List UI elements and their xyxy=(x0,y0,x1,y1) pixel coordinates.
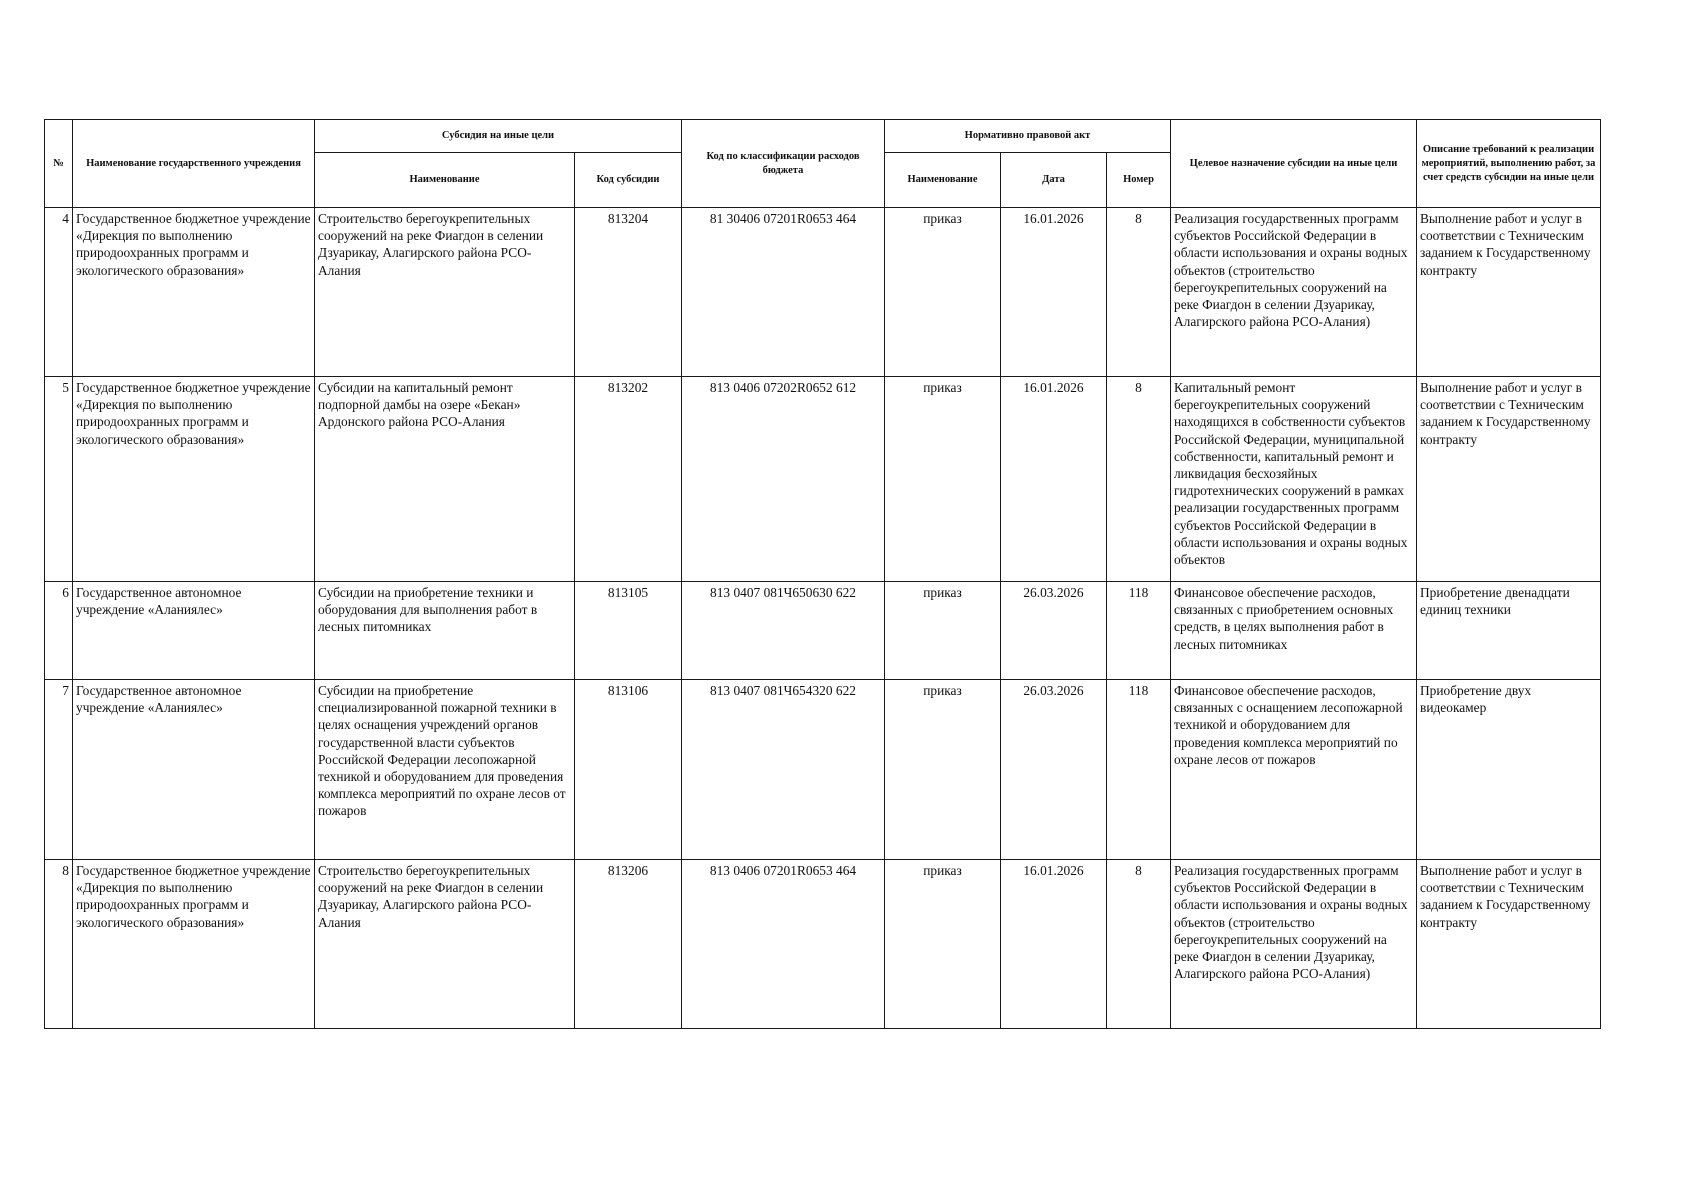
subsidy-name-cell: Строительство берегоукрепительных сооружений на реке Фиагдон в селении Дзуарикау, Алагирского района РСО-Алания xyxy=(315,208,575,377)
table-row xyxy=(45,582,1601,680)
header-institution: Наименование государственного учреждения xyxy=(73,120,315,208)
header-budget-code: Код по классификации расходов бюджета xyxy=(682,120,885,208)
table-row xyxy=(45,860,1601,1029)
row-number: 7 xyxy=(45,680,73,860)
act-date-cell: 16.01.2026 xyxy=(1001,377,1107,582)
row-number: 5 xyxy=(45,377,73,582)
header-act-name: Наименование xyxy=(885,153,1001,208)
subsidy-code-cell: 813202 xyxy=(575,377,682,582)
subsidy-code-cell: 813106 xyxy=(575,680,682,860)
header-act-number: Номер xyxy=(1107,153,1171,208)
header-requirements: Описание требований к реализации мероприятий, выполнению работ, за счет средств субсидии на иные цели xyxy=(1417,120,1601,208)
subsidy-table xyxy=(44,119,1601,1029)
subsidy-name-cell: Субсидии на приобретение техники и оборудования для выполнения работ в лесных питомниках xyxy=(315,582,575,680)
header-subsidy-group: Субсидия на иные цели xyxy=(315,120,682,153)
header-subsidy-code: Код субсидии xyxy=(575,153,682,208)
requirements-cell: Выполнение работ и услуг в соответствии с Техническим заданием к Государственному контракту xyxy=(1417,860,1601,1029)
institution-cell: Государственное бюджетное учреждение «Дирекция по выполнению природоохранных программ и экологического образования» xyxy=(73,208,315,377)
budget-code-cell: 813 0406 07202R0652 612 xyxy=(682,377,885,582)
budget-code-cell: 813 0407 081Ч650630 622 xyxy=(682,582,885,680)
requirements-cell: Приобретение двух видеокамер xyxy=(1417,680,1601,860)
act-number-cell: 118 xyxy=(1107,680,1171,860)
subsidy-name-cell: Субсидии на приобретение специализированной пожарной техники в целях оснащения учреждений органов государственной власти субъектов Российской Федерации лесопожарной техникой и оборудованием для проведения комплекса мероприятий по охране лесов от пожаров xyxy=(315,680,575,860)
act-name-cell: приказ xyxy=(885,860,1001,1029)
table-body xyxy=(45,208,1601,1029)
act-number-cell: 8 xyxy=(1107,377,1171,582)
act-name-cell: приказ xyxy=(885,680,1001,860)
institution-cell: Государственное автономное учреждение «Аланиялес» xyxy=(73,680,315,860)
requirements-cell: Выполнение работ и услуг в соответствии с Техническим заданием к Государственному контракту xyxy=(1417,208,1601,377)
act-date-cell: 16.01.2026 xyxy=(1001,208,1107,377)
act-date-cell: 16.01.2026 xyxy=(1001,860,1107,1029)
institution-cell: Государственное автономное учреждение «Аланиялес» xyxy=(73,582,315,680)
institution-cell: Государственное бюджетное учреждение «Дирекция по выполнению природоохранных программ и экологического образования» xyxy=(73,860,315,1029)
row-number: 8 xyxy=(45,860,73,1029)
act-name-cell: приказ xyxy=(885,208,1001,377)
budget-code-cell: 813 0407 081Ч654320 622 xyxy=(682,680,885,860)
subsidy-code-cell: 813204 xyxy=(575,208,682,377)
purpose-cell: Реализация государственных программ субъектов Российской Федерации в области использования и охраны водных объектов (строительство берегоукрепительных сооружений на реке Фиагдон в селении Дзуарикау, Алагирского района РСО-Алания) xyxy=(1171,860,1417,1029)
requirements-cell: Выполнение работ и услуг в соответствии с Техническим заданием к Государственному контракту xyxy=(1417,377,1601,582)
act-number-cell: 8 xyxy=(1107,860,1171,1029)
act-date-cell: 26.03.2026 xyxy=(1001,582,1107,680)
header-subsidy-name: Наименование xyxy=(315,153,575,208)
header-act-group: Нормативно правовой акт xyxy=(885,120,1171,153)
subsidy-name-cell: Строительство берегоукрепительных сооружений на реке Фиагдон в селении Дзуарикау, Алагирского района РСО-Алания xyxy=(315,860,575,1029)
header-act-date: Дата xyxy=(1001,153,1107,208)
row-number: 6 xyxy=(45,582,73,680)
table-row xyxy=(45,377,1601,582)
act-name-cell: приказ xyxy=(885,377,1001,582)
act-number-cell: 118 xyxy=(1107,582,1171,680)
table-row xyxy=(45,680,1601,860)
purpose-cell: Финансовое обеспечение расходов, связанных с оснащением лесопожарной техникой и оборудованием для проведения комплекса мероприятий по охране лесов от пожаров xyxy=(1171,680,1417,860)
requirements-cell: Приобретение двенадцати единиц техники xyxy=(1417,582,1601,680)
header-num: № xyxy=(45,120,73,208)
act-number-cell: 8 xyxy=(1107,208,1171,377)
act-name-cell: приказ xyxy=(885,582,1001,680)
budget-code-cell: 813 0406 07201R0653 464 xyxy=(682,860,885,1029)
act-date-cell: 26.03.2026 xyxy=(1001,680,1107,860)
purpose-cell: Реализация государственных программ субъектов Российской Федерации в области использования и охраны водных объектов (строительство берегоукрепительных сооружений на реке Фиагдон в селении Дзуарикау, Алагирского района РСО-Алания) xyxy=(1171,208,1417,377)
row-number: 4 xyxy=(45,208,73,377)
subsidy-name-cell: Субсидии на капитальный ремонт подпорной дамбы на озере «Бекан» Ардонского района РСО-Алания xyxy=(315,377,575,582)
subsidy-code-cell: 813206 xyxy=(575,860,682,1029)
budget-code-cell: 81 30406 07201R0653 464 xyxy=(682,208,885,377)
purpose-cell: Финансовое обеспечение расходов, связанных с приобретением основных средств, в целях выполнения работ в лесных питомниках xyxy=(1171,582,1417,680)
institution-cell: Государственное бюджетное учреждение «Дирекция по выполнению природоохранных программ и экологического образования» xyxy=(73,377,315,582)
table-header xyxy=(45,120,1601,208)
table-row xyxy=(45,208,1601,377)
purpose-cell: Капитальный ремонт берегоукрепительных сооружений находящихся в собственности субъектов Российской Федерации, муниципальной собственности, капитальный ремонт и ликвидация бесхозяйных гидротехнических сооружений в рамках реализации государственных программ субъектов Российской Федерации в области использования и охраны водных объектов xyxy=(1171,377,1417,582)
subsidy-code-cell: 813105 xyxy=(575,582,682,680)
header-purpose: Целевое назначение субсидии на иные цели xyxy=(1171,120,1417,208)
